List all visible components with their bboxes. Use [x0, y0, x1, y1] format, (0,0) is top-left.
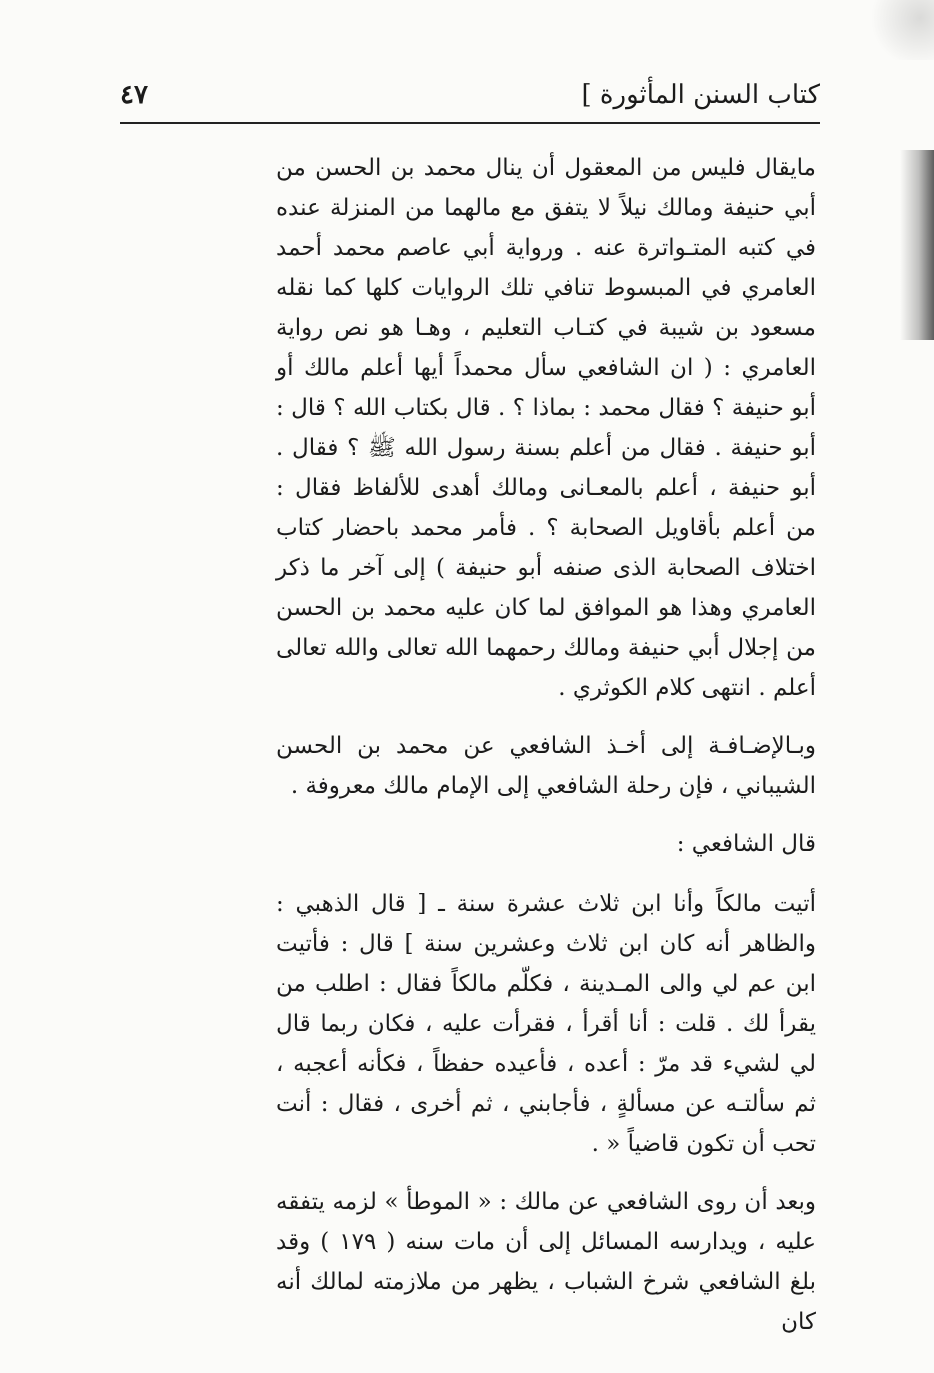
running-title: كتاب السنن المأثورة ]	[581, 80, 820, 110]
header-rule	[120, 122, 820, 124]
paragraph-shafii-said: قال الشافعي :	[676, 831, 816, 857]
page-edge-shadow	[900, 150, 934, 340]
page-header	[120, 70, 820, 124]
paragraph-kawthari-quote: مايقال فليس من المعقول أن ينال محمد بن الحسن من أبي حنيفة ومالك نيلاً لا يتفق مع مالهما من المنزلة عنده في كتبه المتـواترة عنه . ورواية أبي عاصم محمد أحمد العامري في المبسوط تنافي تلك الروايات كلها كما نقله مسعود بن شيبة في كتـاب التعليم ، وهـا هو نص رواية العامري : ( ان الشافعي سأل محمداً أيها أعلم مالك أو أبو حنيفة ؟ فقال محمد : بماذا ؟ . قال بكتاب الله ؟ قال : أبو حنيفة . فقال من أعلم بسنة رسول الله ﷺ ؟ فقال . أبو حنيفة ، أعلم بالمعـانى ومالك أهدى للألفاظ فقال : من أعلم بأقاويل الصحابة ؟ . فأمر محمد باحضار كتاب اختلاف الصحابة الذى صنفه أبو حنيفة ) إلى آخر ما ذكر العامري وهذا هو الموافق لما كان عليه محمد بن الحسن من إجلال أبي حنيفة ومالك رحمهما الله تعالى والله تعالى أعلم . انتهى كلام الكوثري .	[276, 155, 816, 701]
paragraph-shafii-journey: وبـالإضـافـة إلى أخـذ الشافعي عن محمد بن الحسن الشيباني ، فإن رحلة الشافعي إلى الإمام مالك معروفة .	[276, 733, 816, 799]
paragraph-shafii-narration: أتيت مالكاً وأنا ابن ثلاث عشرة سنة ـ [ قال الذهبي : والظاهر أنه كان ابن ثلاث وعشرين سنة ] قال : فأتيت ابن عم لي والى المـدينة ، فكلّم مالكاً فقال : اطلب من يقرأ لك . قلت : أنا أقرأ ، فقرأت عليه ، فكان ربما قال لي لشيء قد مرّ : أعده ، فأعيده حفظاً ، فكأنه أعجبه ، ثم سألتـه عن مسألةٍ ، فأجابني ، ثم أخرى ، فقال : أنت تحب أن تكون قاضياً « .	[276, 891, 816, 1157]
paragraph-muwatta: وبعد أن روى الشافعي عن مالك : « الموطأ » لزمه يتفقه عليه ، ويدارسه المسائل إلى أن مات سنه ( ١٧٩ ) وقد بلغ الشافعي شرخ الشباب ، يظهر من ملازمته لمالك أنه كان	[276, 1189, 816, 1335]
page-edge-speckle	[864, 0, 934, 60]
body-text	[276, 148, 816, 1360]
page-number: ٤٧	[120, 80, 148, 110]
